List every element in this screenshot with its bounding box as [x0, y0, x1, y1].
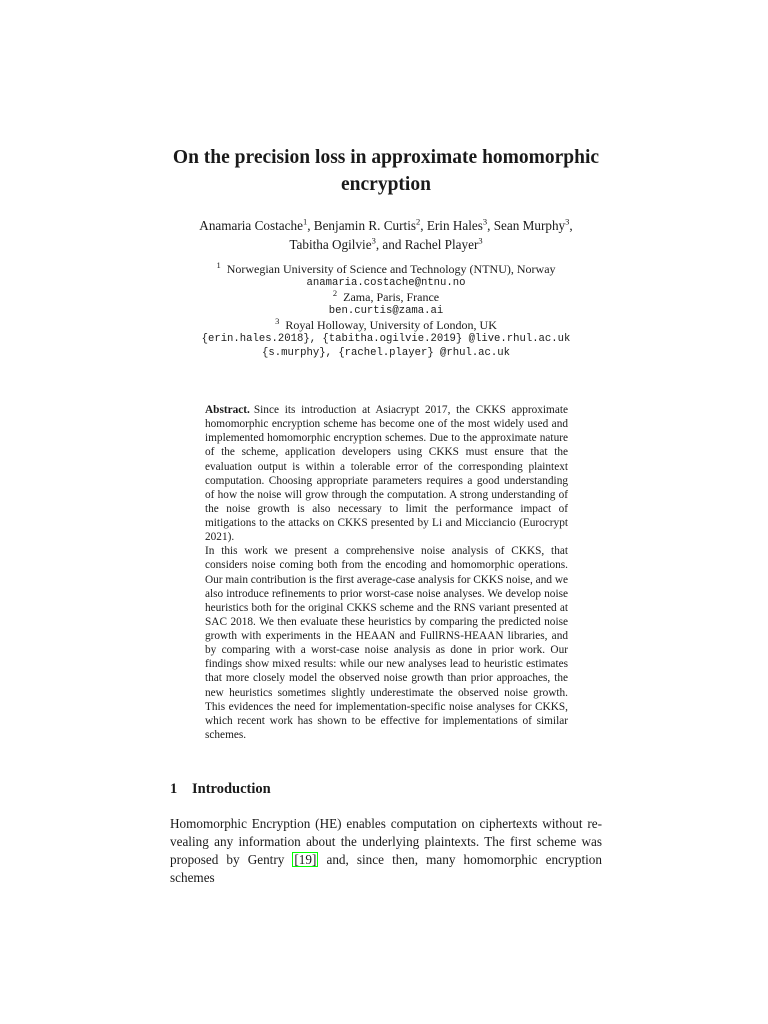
text-line: Homomorphic Encryption (HE) enables computation on ciphertexts without re- [170, 816, 602, 831]
citation-link[interactable]: [19] [294, 852, 317, 867]
text-line: proposed by Gentry [19] and, since then, many homomorphic encryption schemes [170, 852, 602, 885]
section-heading [170, 780, 602, 798]
text-line: vealing any information about the underlying plaintexts. The first scheme was [170, 834, 602, 849]
affiliation: $^3$ Royal Holloway, University of London, UK [275, 316, 497, 332]
author: Erin Hales$^3$, [426, 216, 494, 233]
section-title: Introduction [192, 781, 271, 797]
affiliation-list [170, 262, 602, 360]
author: Rachel Player$^3$ [404, 235, 483, 252]
abstract-text: Since its introduction at Asiacrypt 2017, the CKKS approximate homomorphic encryption scheme has become one of the most widely used and implemented homomorphic encryption schemes. Due to the approximate nature of the scheme, application developers using CKKS must ensure that the evaluation output is within a tolerable error of the corresponding plaintext computation. Choosing appropriate parameters requires a good understanding of how the noise will grow through the computation. A strong understanding of the noise growth is also necessary to limit the performance impact of mitigations to the attacks on CKKS presented by Li and Micciancio (Eurocrypt 2021). [205, 404, 568, 544]
author: Anamaria Costache$^1$, [199, 216, 314, 233]
affiliation: $^1$ Norwegian University of Science and Technology (NTNU), Norway [216, 260, 556, 276]
author: Benjamin R. Curtis$^2$, [313, 216, 427, 233]
title-line: encryption [341, 174, 431, 195]
author: Tabitha Ogilvie$^3$, and [289, 235, 405, 252]
email-address[interactable]: {erin.hales.2018}, {tabitha.ogilvie.2019} @live.rhul.ac.uk [201, 333, 571, 345]
title-line: On the precision loss in approximate homomorphic [172, 147, 600, 168]
abstract [205, 403, 568, 742]
abstract-paragraph: In this work we present a comprehensive noise analysis of CKKS, that considers noise coming both from the encoding and homomorphic operations. Our main contribution is the first average-case analysis for CKKS noise, and we also introduce refinements to prior worst-case noise analyses. We develop noise heuristics both for the original CKKS scheme and the RNS variant presented at SAC 2018. We then evaluate these heuristics by comparing the predicted noise growth with experiments in the HEAAN and FullRNS-HEAAN libraries, and by comparing with a worst-case noise analysis as done in prior work. Our findings show mixed results: while our new analyses lead to heuristic estimates that more closely model the observed noise growth than prior approaches, the new heuristics sometimes slightly underestimate the observed noise growth. This evidences the need for implementation-specific noise analyses for CKKS, which recent work has shown to be effective for implementations of similar schemes. [205, 545, 568, 741]
email-address[interactable]: anamaria.costache@ntnu.no [306, 277, 466, 289]
section-number: 1 [170, 781, 178, 797]
affiliation: $^2$ Zama, Paris, France [332, 288, 440, 304]
abstract-paragraph [205, 403, 568, 544]
email-address[interactable]: {s.murphy}, {rachel.player} @rhul.ac.uk [262, 347, 510, 359]
email-address[interactable]: ben.curtis@zama.ai [328, 305, 444, 317]
abstract-keyword: Abstract. [205, 404, 250, 416]
author: Sean Murphy$^3$, [493, 216, 573, 233]
author-list [170, 216, 602, 254]
paper-title [170, 144, 602, 198]
intro-paragraph [170, 815, 602, 887]
